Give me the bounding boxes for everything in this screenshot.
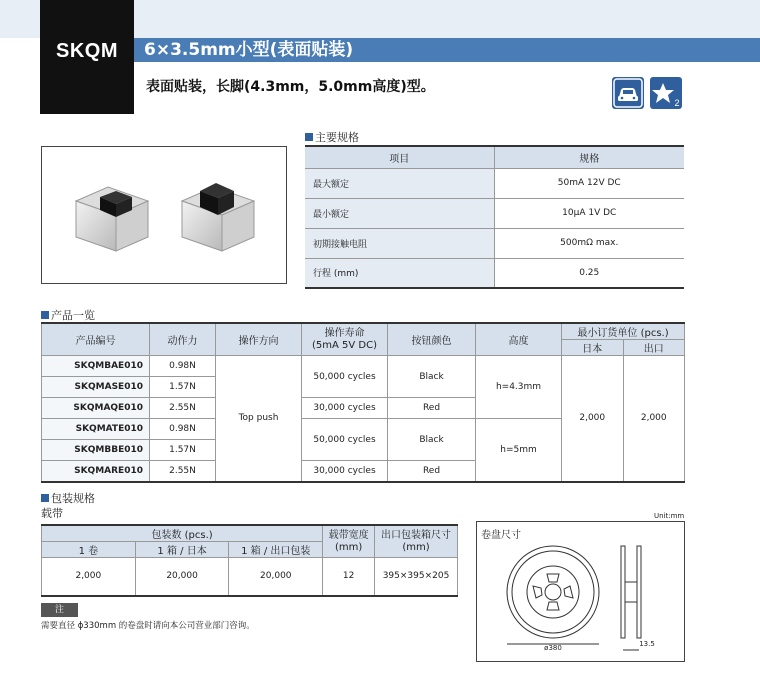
spec-table [305, 145, 684, 289]
spec-item: 最大额定 [305, 168, 494, 198]
part-number: SKQMBBE010 [42, 440, 150, 461]
spec-header-item: 项目 [305, 146, 494, 168]
col-moq-export: 出口 [623, 340, 685, 356]
note-tag: 注 [41, 603, 78, 617]
spec-value: 500mΩ max. [494, 228, 684, 258]
product-table [41, 322, 685, 483]
col-reel: 1 卷 [42, 542, 136, 558]
col-direction: 操作方向 [216, 323, 302, 356]
model-name: SKQM [56, 40, 118, 62]
spec-value: 0.25 [494, 258, 684, 288]
operating-life: 30,000 cycles [302, 461, 388, 482]
col-life: 操作寿命 (5mA 5V DC) [302, 323, 388, 356]
packing-section-title: 包装规格 [41, 490, 95, 506]
spec-value: 10μA 1V DC [494, 198, 684, 228]
button-color: Black [388, 419, 476, 461]
reel-qty: 2,000 [42, 558, 136, 596]
reel-diameter: ø380 [544, 644, 562, 652]
page-subtitle: 表面贴装，长脚(4.3mm，5.0mm高度)型。 [146, 79, 435, 95]
page-title: 6×3.5mm小型(表面贴装) [134, 38, 760, 62]
packing-sub-title: 载带 [41, 507, 63, 520]
section-marker-icon [305, 133, 313, 141]
height: h=5mm [476, 419, 562, 482]
packing-table [41, 524, 458, 597]
button-color: Red [388, 398, 476, 419]
actuation-force: 1.57N [150, 377, 216, 398]
star-rating-value: 2 [674, 98, 680, 108]
part-number: SKQMARE010 [42, 461, 150, 482]
col-moq: 最小订货单位 (pcs.) [562, 323, 685, 340]
col-force: 动作力 [150, 323, 216, 356]
button-color: Red [388, 461, 476, 482]
height: h=4.3mm [476, 356, 562, 419]
col-export-box: 出口包装箱尺寸 (mm) [375, 525, 458, 558]
spec-section-title: 主要规格 [305, 129, 359, 145]
col-moq-japan: 日本 [562, 340, 624, 356]
actuation-force: 1.57N [150, 440, 216, 461]
actuation-force: 0.98N [150, 356, 216, 377]
box-export-qty: 20,000 [229, 558, 323, 596]
col-box-export: 1 箱 / 出口包装 [229, 542, 323, 558]
spec-item: 行程 (mm) [305, 258, 494, 288]
spec-header-value: 规格 [494, 146, 684, 168]
section-marker-icon [41, 494, 49, 502]
model-badge [40, 0, 134, 114]
tape-width: 12 [323, 558, 375, 596]
spec-item: 最小额定 [305, 198, 494, 228]
spec-value: 50mA 12V DC [494, 168, 684, 198]
operating-life: 50,000 cycles [302, 419, 388, 461]
col-color: 按钮颜色 [388, 323, 476, 356]
car-icon [612, 77, 644, 109]
operating-life: 30,000 cycles [302, 398, 388, 419]
section-marker-icon [41, 311, 49, 319]
reel-title: 卷盘尺寸 [481, 530, 521, 541]
col-qty: 包装数 (pcs.) [42, 525, 323, 542]
spec-item: 初期接触电阻 [305, 228, 494, 258]
operating-direction: Top push [216, 356, 302, 482]
box-japan-qty: 20,000 [135, 558, 229, 596]
actuation-force: 2.55N [150, 461, 216, 482]
export-box-size: 395×395×205 [375, 558, 458, 596]
reel-width: 13.5 [639, 640, 655, 648]
star-rating-icon [650, 77, 682, 109]
part-number: SKQMASE010 [42, 377, 150, 398]
unit-label: Unit:mm [654, 512, 685, 520]
col-part-no: 产品编号 [42, 323, 150, 356]
actuation-force: 2.55N [150, 398, 216, 419]
products-section-title: 产品一览 [41, 307, 95, 323]
col-height: 高度 [476, 323, 562, 356]
moq-export: 2,000 [623, 356, 685, 482]
col-box-japan: 1 箱 / 日本 [135, 542, 229, 558]
operating-life: 50,000 cycles [302, 356, 388, 398]
part-number: SKQMBAE010 [42, 356, 150, 377]
product-photo [41, 146, 287, 284]
note-text: 需要直径 ϕ330mm 的卷盘时请向本公司营业部门咨询。 [41, 621, 255, 631]
col-tape-width: 载带宽度 (mm) [323, 525, 375, 558]
button-color: Black [388, 356, 476, 398]
part-number: SKQMATE010 [42, 419, 150, 440]
reel-drawing [476, 521, 685, 662]
part-number: SKQMAQE010 [42, 398, 150, 419]
actuation-force: 0.98N [150, 419, 216, 440]
moq-japan: 2,000 [562, 356, 624, 482]
